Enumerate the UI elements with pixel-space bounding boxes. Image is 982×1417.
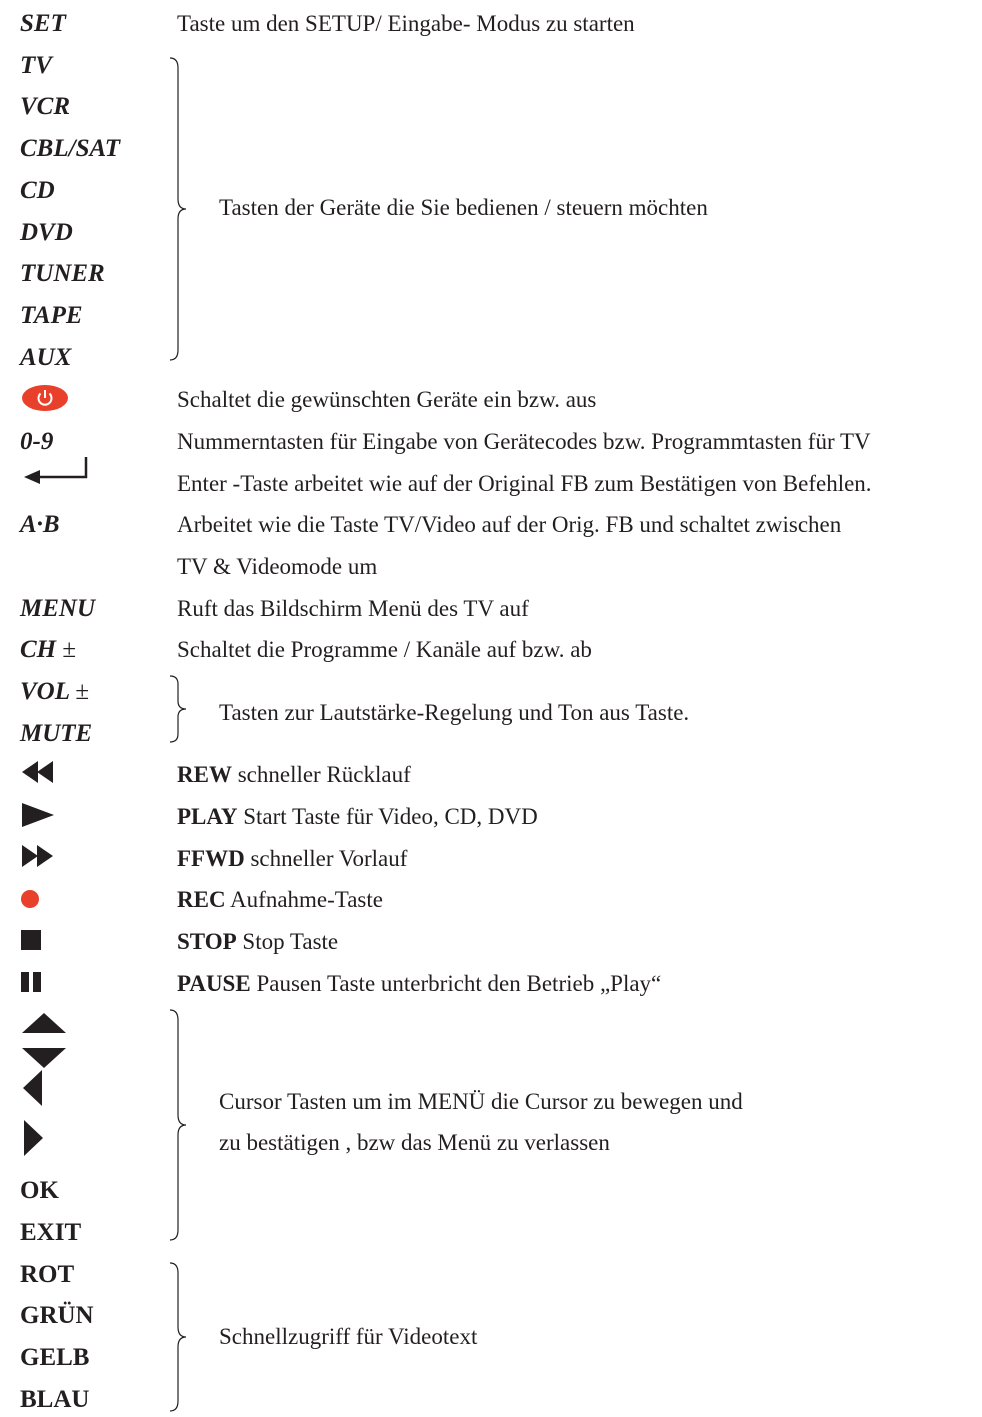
desc-stop: STOP Stop Taste bbox=[177, 929, 339, 954]
desc-cursor-line1: Cursor Tasten um im MENÜ die Cursor zu bewegen und bbox=[219, 1089, 743, 1114]
key-exit: EXIT bbox=[20, 1219, 82, 1246]
key-aux: AUX bbox=[20, 344, 72, 371]
key-ch-label: CH bbox=[20, 636, 57, 663]
key-set: SET bbox=[20, 10, 66, 37]
key-menu: MENU bbox=[20, 595, 96, 622]
key-blau: BLAU bbox=[20, 1386, 90, 1413]
key-vol-plusminus: ± bbox=[75, 678, 90, 705]
key-mute: MUTE bbox=[20, 720, 93, 747]
desc-ffwd: FFWD schneller Vorlauf bbox=[177, 846, 408, 871]
desc-colors: Schnellzugriff für Videotext bbox=[219, 1324, 478, 1349]
label-rec: REC bbox=[177, 887, 226, 912]
label-rew: REW bbox=[177, 762, 232, 787]
key-rot: ROT bbox=[20, 1261, 75, 1288]
arrow-down-icon bbox=[20, 1046, 70, 1070]
stop-icon bbox=[20, 928, 44, 952]
key-cd: CD bbox=[20, 177, 55, 204]
desc-digits: Nummerntasten für Eingabe von Gerätecodes bzw. Programmtasten für TV bbox=[177, 429, 871, 454]
desc-devices: Tasten der Geräte die Sie bedienen / steuern möchten bbox=[219, 195, 708, 220]
rewind-icon bbox=[20, 759, 60, 785]
key-ab: A·B bbox=[20, 511, 60, 538]
key-gelb: GELB bbox=[20, 1344, 90, 1371]
desc-ab-line2: TV & Videomode um bbox=[177, 554, 378, 579]
desc-play: PLAY Start Taste für Video, CD, DVD bbox=[177, 804, 538, 829]
key-vol-label: VOL bbox=[20, 678, 70, 705]
play-icon bbox=[20, 801, 60, 829]
pause-icon bbox=[20, 970, 44, 994]
key-cbl-sat: CBL/SAT bbox=[20, 135, 121, 162]
desc-rec: REC Aufnahme-Taste bbox=[177, 887, 383, 912]
brace-colors-icon bbox=[168, 1261, 188, 1413]
label-pause: PAUSE bbox=[177, 971, 251, 996]
record-icon bbox=[20, 887, 44, 911]
brace-cursor-icon bbox=[168, 1008, 188, 1242]
label-ffwd: FFWD bbox=[177, 846, 245, 871]
key-vol bbox=[20, 677, 89, 707]
desc-set: Taste um den SETUP/ Eingabe- Modus zu starten bbox=[177, 11, 635, 36]
label-stop: STOP bbox=[177, 929, 237, 954]
key-tuner: TUNER bbox=[20, 260, 105, 287]
brace-devices-icon bbox=[168, 56, 188, 362]
brace-volume-icon bbox=[168, 674, 188, 744]
key-ok: OK bbox=[20, 1177, 59, 1204]
key-digits: 0-9 bbox=[20, 428, 54, 455]
desc-volume: Tasten zur Lautstärke-Regelung und Ton aus Taste. bbox=[219, 700, 690, 725]
label-play: PLAY bbox=[177, 804, 238, 829]
arrow-up-icon bbox=[20, 1011, 70, 1035]
desc-ab-line1: Arbeitet wie die Taste TV/Video auf der Orig. FB und schaltet zwischen bbox=[177, 512, 842, 537]
power-icon bbox=[20, 383, 70, 413]
arrow-left-icon bbox=[20, 1068, 50, 1108]
key-ch-plusminus: ± bbox=[62, 636, 77, 663]
desc-cursor-line2: zu bestätigen , bzw das Menü zu verlassen bbox=[219, 1130, 610, 1155]
desc-enter: Enter -Taste arbeitet wie auf der Original FB zum Bestätigen von Befehlen. bbox=[177, 471, 872, 496]
desc-power: Schaltet die gewünschten Geräte ein bzw. aus bbox=[177, 387, 597, 412]
fast-forward-icon bbox=[20, 843, 60, 869]
desc-menu: Ruft das Bildschirm Menü des TV auf bbox=[177, 596, 529, 621]
enter-icon bbox=[20, 455, 90, 485]
key-tv: TV bbox=[20, 52, 52, 79]
key-ch bbox=[20, 635, 76, 665]
key-tape: TAPE bbox=[20, 302, 83, 329]
key-dvd: DVD bbox=[20, 219, 73, 246]
key-vcr: VCR bbox=[20, 93, 71, 120]
key-gruen: GRÜN bbox=[20, 1302, 94, 1329]
arrow-right-icon bbox=[20, 1118, 50, 1158]
desc-ch: Schaltet die Programme / Kanäle auf bzw. ab bbox=[177, 637, 592, 662]
desc-rew: REW schneller Rücklauf bbox=[177, 762, 411, 787]
desc-pause: PAUSE Pausen Taste unterbricht den Betrieb „Play“ bbox=[177, 971, 662, 996]
